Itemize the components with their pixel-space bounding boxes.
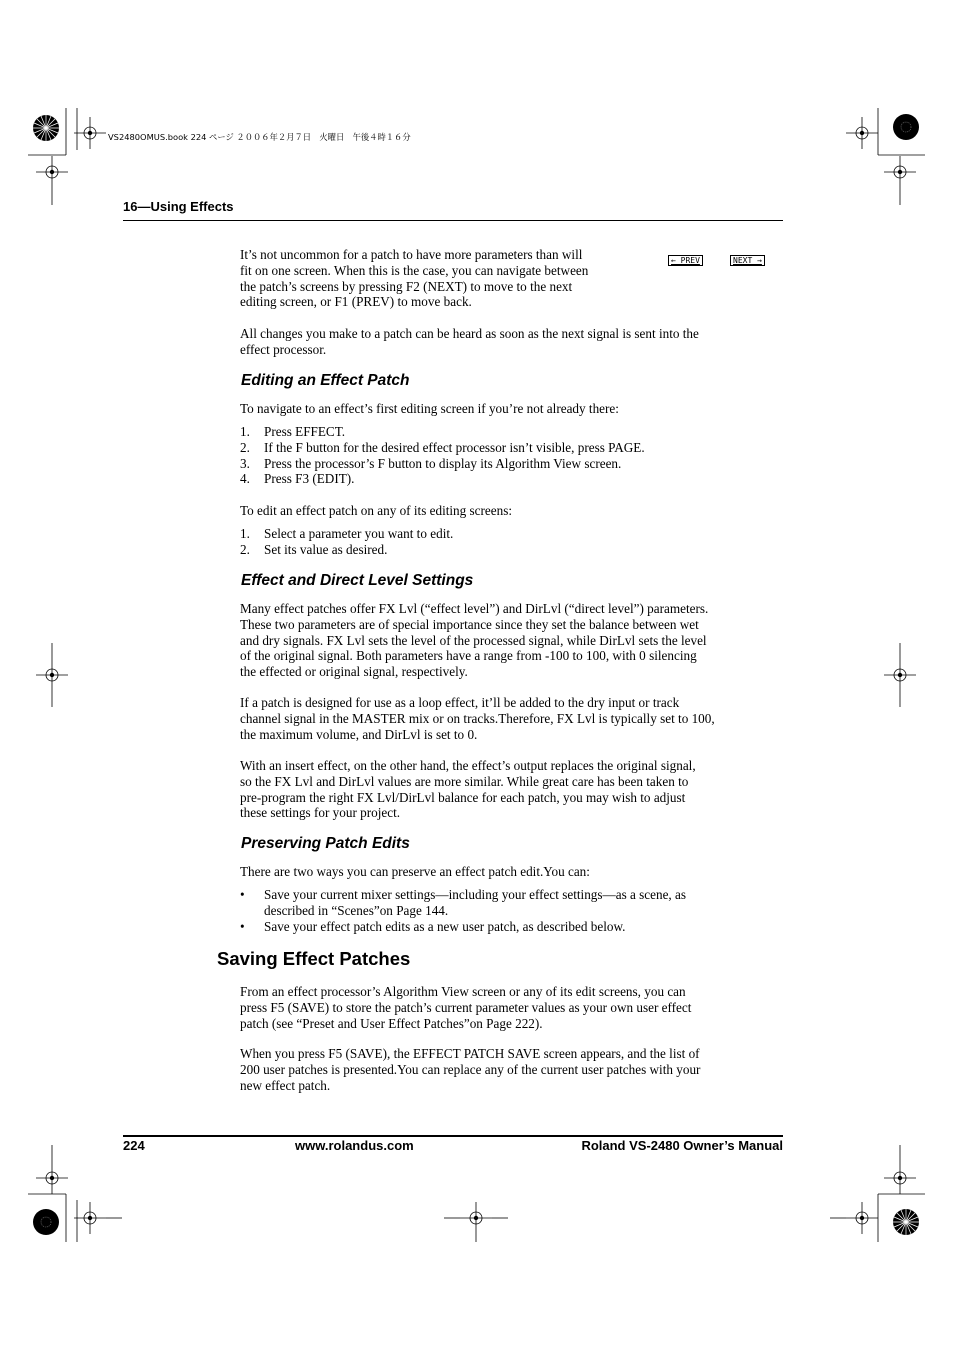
list-item: • Save your current mixer settings—including your effect settings—as a scene, as described in “Scenes”on Page 144.: [240, 887, 687, 918]
list-item: 2. Set its value as desired.: [240, 541, 388, 557]
crosshair-icon: [74, 117, 106, 149]
registration-dot-icon: [893, 114, 919, 140]
saving-paragraph-2: When you press F5 (SAVE), the EFFECT PATCH SAVE screen appears, and the list of 200 user patches is presented.You can replace any of the current user patches with your new effect patch.: [240, 1046, 701, 1093]
crosshair-icon: [884, 659, 916, 691]
levels-paragraph-2: If a patch is designed for use as a loop effect, it’ll be added to the dry input or track channel signal in the MASTER mix or on tracks.Therefore, FX Lvl is typically set to 100, the maximum volume, and DirLvl is set to 0.: [240, 695, 715, 742]
footer-manual-title: Roland VS-2480 Owner’s Manual: [581, 1138, 783, 1153]
list-item: 3. Press the processor’s F button to display its Algorithm View screen.: [240, 455, 622, 471]
next-button: NEXT →: [730, 255, 765, 266]
crosshair-icon: [74, 1202, 106, 1234]
intro-paragraph-2: All changes you make to a patch can be heard as soon as the next signal is sent into the effect processor.: [240, 326, 699, 357]
crosshair-icon: [846, 117, 878, 149]
saving-paragraph-1: From an effect processor’s Algorithm View screen or any of its edit screens, you can press F5 (SAVE) to store the patch’s current parameter values as your own user effect patch (see “Preset and User Effect Patches”on Page 222).: [240, 984, 692, 1031]
footer-url: www.rolandus.com: [295, 1138, 414, 1153]
crosshair-icon: [884, 1162, 916, 1194]
editing-steps-1: [240, 424, 760, 487]
footer-rule: [123, 1135, 783, 1137]
chapter-header: 16—Using Effects: [123, 199, 234, 214]
levels-paragraph-1: Many effect patches offer FX Lvl (“effect level”) and DirLvl (“direct level”) parameters. These two parameters are of special importance since they set the balance between wet and dry signals. FX Lvl sets the level of the processed signal, while DirLvl sets the level of the original signal. Both parameters have a range from -100 to 100, with 0 silencing the effected or original signal, respectively.: [240, 601, 709, 680]
section-heading-preserving: Preserving Patch Edits: [241, 835, 410, 852]
list-item: 1. Press EFFECT.: [240, 424, 346, 439]
intro-paragraph-1: It’s not uncommon for a patch to have more parameters than will fit on one screen. When this is the case, you can navigate between the patch’s screens by pressing F2 (NEXT) to move to the next editing screen, or F1 (PREV) to move back.: [240, 247, 589, 310]
crosshair-icon: [884, 156, 916, 188]
registration-star-icon: [893, 1209, 919, 1235]
section-heading-saving: Saving Effect Patches: [217, 948, 411, 969]
crosshair-icon: [460, 1202, 492, 1234]
levels-paragraph-3: With an insert effect, on the other hand, the effect’s output replaces the original signal, so the FX Lvl and DirLvl values are more similar. While great care has been taken to pre-program the right FX Lvl/DirLvl balance for each patch, you may wish to adjust these settings for your project.: [240, 758, 696, 821]
crosshair-icon: [846, 1202, 878, 1234]
list-item: 1. Select a parameter you want to edit.: [240, 526, 454, 541]
print-slug: VS2480OMUS.book 224 ページ ２００６年２月７日 火曜日 午後４時１６分: [108, 132, 411, 142]
editing-intro-2: To edit an effect patch on any of its editing screens:: [240, 503, 513, 518]
header-rule: [123, 220, 783, 221]
preserving-intro: There are two ways you can preserve an effect patch edit.You can:: [240, 864, 590, 879]
prev-button: ← PREV: [668, 255, 703, 266]
registration-star-icon: [33, 115, 59, 141]
crosshair-icon: [36, 1162, 68, 1194]
preserving-bullets: [240, 887, 760, 934]
list-item: • Save your effect patch edits as a new user patch, as described below.: [240, 918, 626, 934]
section-heading-editing: Editing an Effect Patch: [241, 372, 410, 389]
section-heading-levels: Effect and Direct Level Settings: [241, 572, 474, 589]
page-number: 224: [123, 1138, 145, 1153]
list-item: 2. If the F button for the desired effect processor isn’t visible, press PAGE.: [240, 439, 645, 455]
registration-dot-icon: [33, 1209, 59, 1235]
crosshair-icon: [36, 156, 68, 188]
editing-steps-2: [240, 526, 760, 558]
list-item: 4. Press F3 (EDIT).: [240, 471, 355, 487]
crosshair-icon: [36, 659, 68, 691]
editing-intro-1: To navigate to an effect’s first editing screen if you’re not already there:: [240, 401, 619, 416]
